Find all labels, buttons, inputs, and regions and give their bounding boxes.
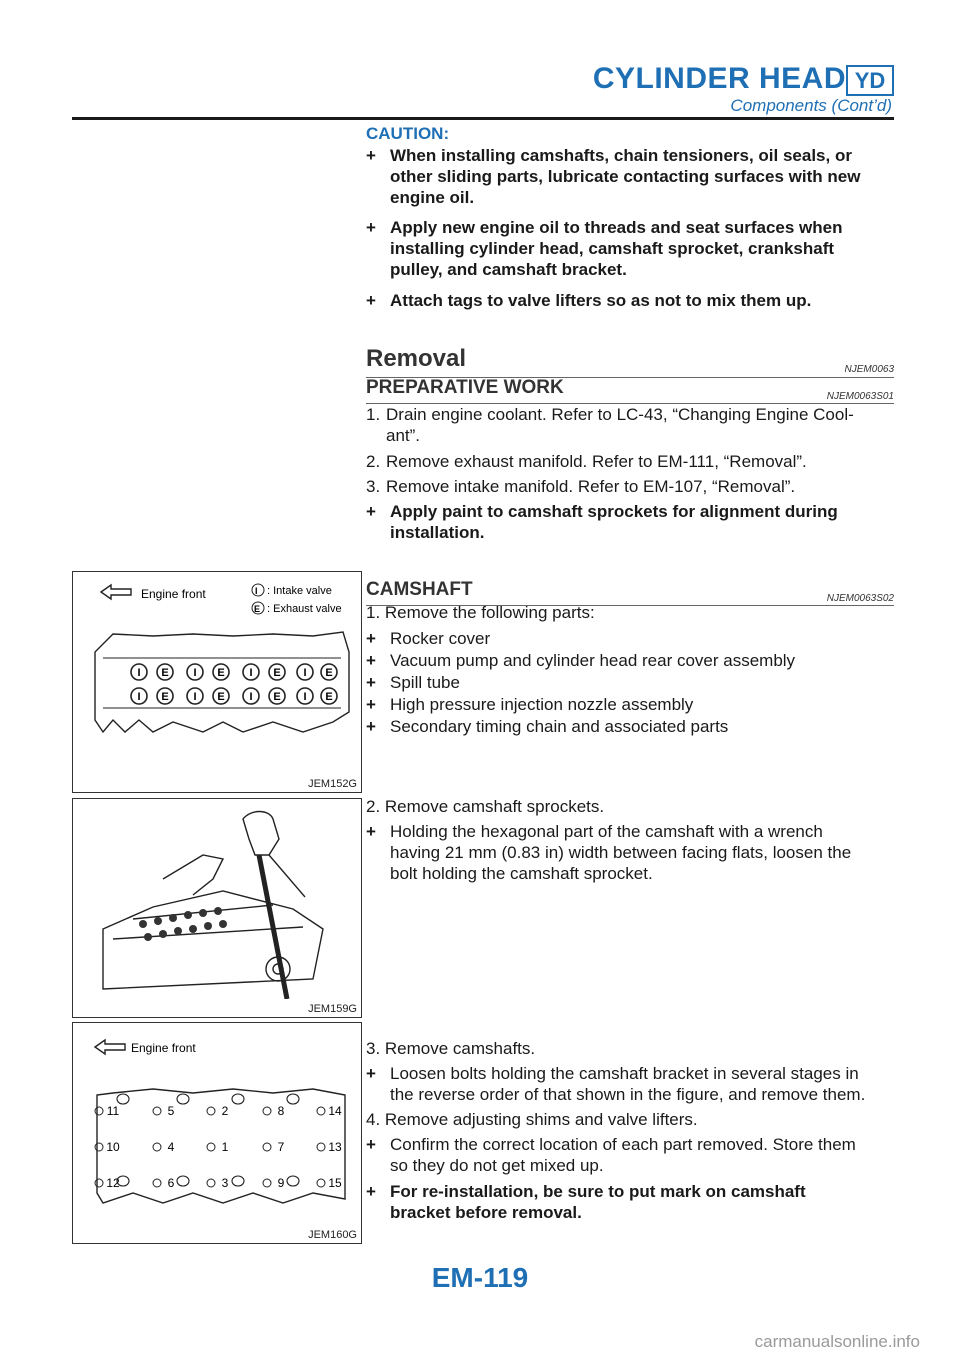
prep-note: + Apply paint to camshaft sprockets for alignment during installation. bbox=[366, 502, 838, 542]
bolt-marker bbox=[153, 1143, 161, 1151]
caution-item: + Attach tags to valve lifters so as not to mix them up. bbox=[366, 291, 812, 310]
part-item: + Secondary timing chain and associated parts bbox=[366, 717, 729, 736]
removal-code: NJEM0063 bbox=[844, 364, 894, 375]
bolt-number: 9 bbox=[277, 1176, 285, 1190]
bolt-number: 13 bbox=[328, 1140, 342, 1154]
valve-label: I bbox=[249, 667, 253, 679]
valve-layout-diagram bbox=[73, 572, 361, 777]
valve-label: I bbox=[137, 691, 141, 703]
prep-step: 2. Remove exhaust manifold. Refer to EM-111, “Removal”. bbox=[366, 452, 807, 471]
valve-label: I bbox=[193, 691, 197, 703]
bolt-marker bbox=[95, 1143, 103, 1151]
bolt-number: 5 bbox=[167, 1104, 175, 1118]
camshaft-heading: CAMSHAFT bbox=[366, 579, 473, 600]
valve-label: E bbox=[273, 691, 281, 703]
step-4-note: + Confirm the correct location of each part removed. Store them so they do not get mixed up. bbox=[366, 1135, 856, 1175]
engine-front-label: Engine front bbox=[141, 587, 206, 601]
valve-label: E bbox=[325, 667, 333, 679]
bolt-number: 3 bbox=[221, 1176, 229, 1190]
hand-icon bbox=[243, 812, 279, 856]
figure-caption: JEM160G bbox=[308, 1229, 357, 1241]
wrench-illustration bbox=[73, 799, 361, 999]
bolt-sequence bbox=[95, 1104, 342, 1190]
bolt-marker bbox=[263, 1107, 271, 1115]
bolt-number: 1 bbox=[221, 1140, 229, 1154]
valve-label: E bbox=[325, 691, 333, 703]
valve-label: I bbox=[193, 667, 197, 679]
wrench-handle bbox=[259, 855, 287, 999]
bolt-marker bbox=[95, 1179, 103, 1187]
section-title: CYLINDER HEAD bbox=[592, 62, 846, 95]
part-item: + High pressure injection nozzle assembly bbox=[366, 695, 694, 714]
prep-step: 3. Remove intake manifold. Refer to EM-107, “Removal”. bbox=[366, 477, 796, 496]
valve-label: E bbox=[217, 667, 225, 679]
camshaft-code: NJEM0063S02 bbox=[826, 593, 894, 604]
bolt-number: 11 bbox=[106, 1104, 120, 1118]
removal-heading: Removal bbox=[366, 345, 467, 372]
valve-label: I bbox=[137, 667, 141, 679]
valve-markers bbox=[131, 664, 337, 704]
figure-caption: JEM159G bbox=[308, 1003, 357, 1015]
engine-front-label: Engine front bbox=[131, 1041, 196, 1055]
bolt-number: 10 bbox=[106, 1140, 120, 1154]
bolt-order-diagram bbox=[73, 1023, 361, 1227]
bolt-marker bbox=[207, 1107, 215, 1115]
svg-text:E: E bbox=[254, 604, 261, 614]
header-rule bbox=[72, 117, 894, 120]
bolt-marker bbox=[317, 1179, 325, 1187]
part-item: + Vacuum pump and cylinder head rear cover assembly bbox=[366, 651, 796, 670]
bolt-number: 7 bbox=[277, 1140, 285, 1154]
part-item: + Spill tube bbox=[366, 673, 460, 692]
bolt-marker bbox=[317, 1107, 325, 1115]
step-4-bold-note: + For re-installation, be sure to put mark on camshaft bracket before removal. bbox=[366, 1182, 806, 1222]
engine-front-arrow-icon bbox=[101, 585, 131, 599]
bolt-number: 15 bbox=[328, 1176, 342, 1190]
prep-step: 1. Drain engine coolant. Refer to LC-43, “Changing Engine Cool- ant”. bbox=[366, 405, 854, 445]
bolt-number: 14 bbox=[328, 1104, 342, 1118]
bolt-number: 2 bbox=[221, 1104, 229, 1118]
bolt-marker bbox=[263, 1179, 271, 1187]
step-4: 4. Remove adjusting shims and valve lifters. bbox=[366, 1110, 698, 1129]
bolt-marker bbox=[263, 1143, 271, 1151]
bolt-number: 8 bbox=[277, 1104, 285, 1118]
intake-symbol-icon bbox=[252, 584, 264, 596]
valve-label: I bbox=[249, 691, 253, 703]
caution-item: + When installing camshafts, chain tensioners, oil seals, or other sliding parts, lubricate contacting surfaces with new engine oil. bbox=[366, 146, 861, 207]
bolt-marker bbox=[317, 1143, 325, 1151]
bolt-marker bbox=[153, 1179, 161, 1187]
valve-label: I bbox=[303, 691, 307, 703]
step-3-note: + Loosen bolts holding the camshaft bracket in several stages in the reverse order of that shown in the figure, and remove them. bbox=[366, 1064, 866, 1104]
step-2: 2. Remove camshaft sprockets. bbox=[366, 797, 605, 816]
valve-label: E bbox=[161, 691, 169, 703]
bolt-marker bbox=[95, 1107, 103, 1115]
bolt-marker bbox=[153, 1107, 161, 1115]
bolt-number: 4 bbox=[167, 1140, 175, 1154]
engine-badge: YD bbox=[846, 65, 894, 96]
watermark: carmanualsonline.info bbox=[754, 1332, 920, 1351]
legend-intake: : Intake valve bbox=[267, 585, 332, 597]
figure-wrench bbox=[72, 798, 362, 1018]
preparative-code: NJEM0063S01 bbox=[826, 391, 894, 402]
figure-valve-layout bbox=[72, 571, 362, 793]
bolt-number: 12 bbox=[106, 1176, 120, 1190]
step-2-note: + Holding the hexagonal part of the camshaft with a wrench having 21 mm (0.83 in) width between facing flats, loosen the bolt holding the camshaft sprocket. bbox=[366, 822, 852, 883]
page-number: EM-119 bbox=[431, 1262, 529, 1293]
figure-bolt-order bbox=[72, 1022, 362, 1244]
engine-front-arrow-icon bbox=[95, 1040, 125, 1054]
legend-exhaust: : Exhaust valve bbox=[267, 603, 342, 615]
svg-text:I: I bbox=[255, 586, 258, 596]
caution-label: CAUTION: bbox=[366, 124, 450, 143]
valve-label: I bbox=[303, 667, 307, 679]
preparative-heading: PREPARATIVE WORK bbox=[366, 377, 564, 398]
bolt-number: 6 bbox=[167, 1176, 175, 1190]
step-1: 1. Remove the following parts: bbox=[366, 603, 595, 622]
part-item: + Rocker cover bbox=[366, 629, 491, 648]
valve-label: E bbox=[217, 691, 225, 703]
valve-label: E bbox=[273, 667, 281, 679]
figure-caption: JEM152G bbox=[308, 778, 357, 790]
caution-item: + Apply new engine oil to threads and seat surfaces when installing cylinder head, camshaft sprocket, crankshaft pulley, and camshaft bracket. bbox=[366, 218, 843, 279]
bolt-marker bbox=[207, 1179, 215, 1187]
valve-label: E bbox=[161, 667, 169, 679]
bolt-marker bbox=[207, 1143, 215, 1151]
step-3: 3. Remove camshafts. bbox=[366, 1039, 536, 1058]
section-subtitle: Components (Cont’d) bbox=[730, 96, 892, 115]
